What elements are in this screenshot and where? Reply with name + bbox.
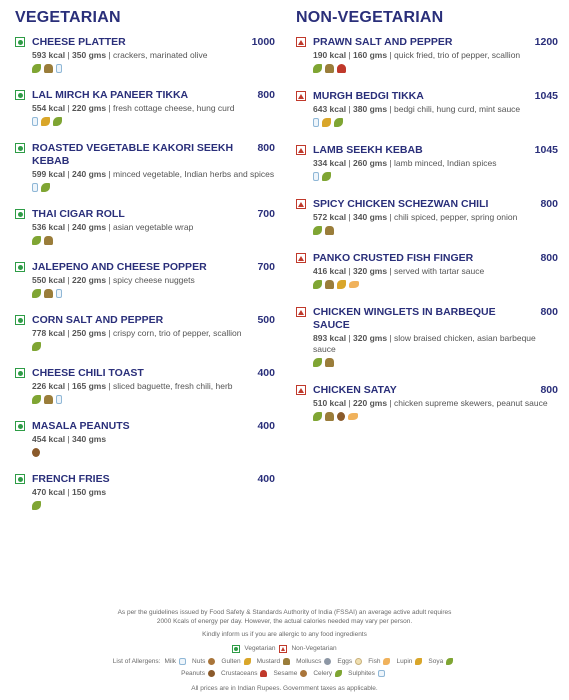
allergen-label: Peanuts	[181, 670, 205, 677]
nonvegetarian-heading: NON-VEGETARIAN	[296, 9, 444, 26]
menu-item	[15, 420, 275, 458]
item-ingredients: fresh cottage cheese, hung curd	[113, 103, 235, 113]
item-price: 500	[257, 314, 275, 326]
menu-item	[15, 473, 275, 511]
item-allergens	[32, 288, 275, 299]
item-ingredients: chili spiced, pepper, spring onion	[394, 212, 518, 222]
item-ingredients: served with tartar sauce	[394, 266, 485, 276]
item-allergens	[32, 394, 275, 405]
allergen-label: Mustard	[256, 658, 281, 665]
item-weight: 250 gms	[72, 328, 107, 338]
crustacean-icon	[260, 670, 267, 677]
item-kcal: 510 kcal	[313, 398, 347, 408]
milk-icon	[56, 64, 62, 73]
celery-icon	[32, 289, 41, 298]
item-description: 572 kcal | 340 gms | chili spiced, pepper, spring onion	[313, 212, 518, 222]
item-weight: 380 gms	[353, 104, 388, 114]
item-allergens	[313, 411, 558, 422]
celery-icon	[32, 64, 41, 73]
gluten-icon	[337, 280, 346, 289]
celery-icon	[322, 172, 331, 181]
nonveg-mark-icon	[296, 91, 306, 101]
item-description: 536 kcal | 240 gms | asian vegetable wrap	[32, 222, 194, 232]
sesame-icon	[300, 670, 307, 677]
item-weight: 220 gms	[353, 398, 388, 408]
item-ingredients: crackers, marinated olive	[113, 50, 208, 60]
celery-icon	[32, 236, 41, 245]
item-allergens	[32, 63, 275, 74]
allergen-legend	[0, 657, 569, 678]
item-name: SPICY CHICKEN SCHEZWAN CHILI	[313, 198, 489, 210]
allergen-label: Soya	[428, 658, 444, 665]
item-kcal: 536 kcal	[32, 222, 66, 232]
veg-mark-icon	[15, 315, 25, 325]
milk-icon	[313, 172, 319, 181]
item-allergens	[313, 357, 558, 368]
menu-item	[296, 90, 558, 128]
item-kcal: 643 kcal	[313, 104, 347, 114]
celery-icon	[313, 358, 322, 367]
item-allergens	[32, 235, 275, 246]
vegetarian-heading: VEGETARIAN	[15, 9, 121, 26]
item-description: 550 kcal | 220 gms | spicy cheese nuggets	[32, 275, 195, 285]
nonveg-mark-icon	[296, 37, 306, 47]
menu-item	[15, 142, 275, 193]
item-weight: 320 gms	[353, 333, 388, 343]
item-name: PRAWN SALT AND PEPPER	[313, 36, 453, 48]
milk-icon	[179, 658, 186, 665]
sulphite-icon	[378, 670, 385, 677]
peanut-icon	[208, 670, 215, 677]
item-allergens	[313, 225, 558, 236]
menu-item	[15, 36, 275, 74]
mustard-icon	[325, 358, 334, 367]
item-price: 400	[257, 420, 275, 432]
item-kcal: 550 kcal	[32, 275, 66, 285]
item-allergens	[32, 500, 275, 511]
item-weight: 240 gms	[72, 222, 107, 232]
mustard-icon	[325, 64, 334, 73]
menu-item	[296, 36, 558, 74]
item-price: 700	[257, 261, 275, 273]
item-weight: 260 gms	[353, 158, 388, 168]
item-weight: 340 gms	[353, 212, 388, 222]
menu-item	[296, 384, 558, 422]
item-price: 800	[540, 384, 558, 396]
item-ingredients: bedgi chili, hung curd, mint sauce	[394, 104, 521, 114]
item-name: MASALA PEANUTS	[32, 420, 130, 432]
gluten-icon	[244, 658, 251, 665]
item-name: ROASTED VEGETABLE KAKORI SEEKH KEBAB	[32, 142, 234, 167]
menu-item	[15, 89, 275, 127]
lupin-icon	[415, 658, 422, 665]
menu-item	[296, 306, 558, 368]
item-name: CHEESE PLATTER	[32, 36, 126, 48]
egg-icon	[355, 658, 362, 665]
item-ingredients: chicken supreme skewers, peanut sauce	[394, 398, 548, 408]
allergen-label: Sulphites	[348, 670, 375, 677]
item-kcal: 190 kcal	[313, 50, 347, 60]
nonveg-mark-icon	[279, 645, 287, 653]
milk-icon	[32, 117, 38, 126]
nonveg-mark-icon	[296, 199, 306, 209]
item-ingredients: asian vegetable wrap	[113, 222, 194, 232]
item-price: 400	[257, 473, 275, 485]
gluten-icon	[41, 117, 50, 126]
nonveg-mark-icon	[296, 307, 306, 317]
item-ingredients: crispy corn, trio of pepper, scallion	[113, 328, 242, 338]
item-ingredients: minced vegetable, Indian herbs and spices	[113, 169, 275, 179]
item-weight: 220 gms	[72, 103, 107, 113]
item-price: 700	[257, 208, 275, 220]
mustard-icon	[44, 64, 53, 73]
item-allergens	[32, 182, 275, 193]
mustard-icon	[44, 236, 53, 245]
menu-item	[15, 208, 275, 246]
allergen-label: Molluscs	[296, 658, 322, 665]
nonveg-mark-icon	[296, 253, 306, 263]
veg-mark-icon	[15, 37, 25, 47]
item-allergens	[32, 341, 275, 352]
mustard-icon	[325, 226, 334, 235]
item-allergens	[32, 116, 275, 127]
item-kcal: 599 kcal	[32, 169, 66, 179]
item-price: 1000	[251, 36, 275, 48]
item-description: 778 kcal | 250 gms | crispy corn, trio of pepper, scallion	[32, 328, 242, 338]
fssai-guideline-line-2: 2000 Kcals of energy per day. However, the actual calories needed may vary per person.	[156, 618, 413, 625]
menu-item	[15, 314, 275, 352]
item-description: 226 kcal | 165 gms | sliced baguette, fresh chili, herb	[32, 381, 233, 391]
diet-legend	[0, 644, 569, 653]
item-name: MURGH BEDGI TIKKA	[313, 90, 424, 102]
veg-mark-icon	[15, 143, 25, 153]
mustard-icon	[283, 658, 290, 665]
menu-item	[15, 367, 275, 405]
allergen-legend-title: List of Allergens:	[112, 658, 161, 665]
item-kcal: 470 kcal	[32, 487, 66, 497]
item-description: 599 kcal | 240 gms | minced vegetable, Indian herbs and spices	[32, 169, 275, 179]
item-ingredients: lamb minced, Indian spices	[394, 158, 497, 168]
veg-mark-icon	[15, 262, 25, 272]
item-description: 593 kcal | 350 gms | crackers, marinated olive	[32, 50, 208, 60]
allergen-label: Eggs	[337, 658, 353, 665]
item-name: LAL MIRCH KA PANEER TIKKA	[32, 89, 189, 101]
milk-icon	[56, 289, 62, 298]
veg-mark-icon	[15, 368, 25, 378]
nonveg-mark-icon	[296, 385, 306, 395]
mustard-icon	[325, 412, 334, 421]
item-weight: 340 gms	[72, 434, 107, 444]
veg-mark-icon	[15, 421, 25, 431]
mustard-icon	[44, 395, 53, 404]
item-weight: 160 gms	[353, 50, 388, 60]
allergen-label: Lupin	[396, 658, 413, 665]
item-name: THAI CIGAR ROLL	[32, 208, 125, 220]
item-description: 643 kcal | 380 gms | bedgi chili, hung curd, mint sauce	[313, 104, 521, 114]
item-price: 800	[540, 198, 558, 210]
veg-mark-icon	[15, 90, 25, 100]
mustard-icon	[325, 280, 334, 289]
item-name: JALEPENO AND CHEESE POPPER	[32, 261, 207, 273]
item-description: 554 kcal | 220 gms | fresh cottage cheese, hung curd	[32, 103, 235, 113]
allergen-label: Celery	[313, 670, 333, 677]
nonvegetarian-item-list	[296, 36, 558, 422]
item-weight: 240 gms	[72, 169, 107, 179]
celery-icon	[313, 280, 322, 289]
item-price: 1045	[534, 90, 558, 102]
nuts-icon	[208, 658, 215, 665]
allergy-notice: Kindly inform us if you are allergic to any food ingredients	[202, 631, 367, 638]
menu-item	[296, 252, 558, 290]
milk-icon	[56, 395, 62, 404]
nonveg-mark-icon	[296, 145, 306, 155]
item-description: 510 kcal | 220 gms | chicken supreme skewers, peanut sauce	[313, 398, 548, 408]
item-ingredients: slow braised chicken, asian barbeque sauce	[313, 333, 536, 354]
item-price: 1045	[534, 144, 558, 156]
vegetarian-column	[15, 8, 275, 526]
item-price: 1200	[534, 36, 558, 48]
celery-icon	[313, 226, 322, 235]
celery-icon	[313, 64, 322, 73]
celery-icon	[41, 183, 50, 192]
item-allergens	[313, 63, 558, 74]
peanut-icon	[32, 448, 40, 457]
menu-item	[296, 198, 558, 236]
item-description: 470 kcal | 150 gms	[32, 487, 107, 497]
celery-icon	[32, 501, 41, 510]
fish-icon	[349, 281, 359, 288]
celery-icon	[32, 342, 41, 351]
item-name: CHEESE CHILI TOAST	[32, 367, 144, 379]
allergen-label: Sesame	[273, 670, 298, 677]
item-description: 190 kcal | 160 gms | quick fried, trio of pepper, scallion	[313, 50, 521, 60]
fssai-guideline-line-1: As per the guidelines issued by Food Safety & Standards Authority of India (FSSAI) an average active adult requires	[117, 609, 452, 616]
fish-icon	[348, 413, 358, 420]
item-allergens	[32, 447, 275, 458]
nonvegetarian-column	[296, 8, 558, 438]
mollusc-icon	[324, 658, 331, 665]
allergen-label: Nuts	[192, 658, 206, 665]
item-description: 416 kcal | 320 gms | served with tartar sauce	[313, 266, 485, 276]
item-weight: 350 gms	[72, 50, 107, 60]
item-price: 800	[257, 89, 275, 101]
item-weight: 150 gms	[72, 487, 107, 497]
item-price: 400	[257, 367, 275, 379]
item-kcal: 454 kcal	[32, 434, 66, 444]
celery-icon	[334, 118, 343, 127]
item-ingredients: quick fried, trio of pepper, scallion	[394, 50, 521, 60]
peanut-icon	[337, 412, 345, 421]
item-price: 800	[540, 306, 558, 318]
veg-mark-icon	[232, 645, 240, 653]
celery-icon	[335, 670, 342, 677]
veg-mark-icon	[15, 209, 25, 219]
item-kcal: 554 kcal	[32, 103, 66, 113]
menu-item	[296, 144, 558, 182]
item-name: CHICKEN SATAY	[313, 384, 397, 396]
milk-icon	[313, 118, 319, 127]
item-kcal: 593 kcal	[32, 50, 66, 60]
celery-icon	[53, 117, 62, 126]
item-kcal: 334 kcal	[313, 158, 347, 168]
veg-mark-icon	[15, 474, 25, 484]
item-description: 334 kcal | 260 gms | lamb minced, Indian spices	[313, 158, 497, 168]
item-kcal: 778 kcal	[32, 328, 66, 338]
item-name: CORN SALT AND PEPPER	[32, 314, 164, 326]
item-name: PANKO CRUSTED FISH FINGER	[313, 252, 474, 264]
soya-icon	[446, 658, 453, 665]
item-allergens	[313, 117, 558, 128]
item-price: 800	[540, 252, 558, 264]
mustard-icon	[44, 289, 53, 298]
item-name: CHICKEN WINGLETS IN BARBEQUE SAUCE	[313, 306, 496, 331]
item-ingredients: sliced baguette, fresh chili, herb	[113, 381, 233, 391]
milk-icon	[32, 183, 38, 192]
item-allergens	[313, 279, 558, 290]
vegetarian-item-list	[15, 36, 275, 511]
item-allergens	[313, 171, 558, 182]
fish-icon	[383, 658, 390, 665]
item-price: 800	[257, 142, 275, 154]
item-weight: 165 gms	[72, 381, 107, 391]
celery-icon	[313, 412, 322, 421]
legend-nonveg-label: Non-Vegetarian	[291, 645, 337, 652]
item-name: LAMB SEEKH KEBAB	[313, 144, 423, 156]
menu-footer	[0, 608, 569, 693]
gluten-icon	[322, 118, 331, 127]
item-kcal: 416 kcal	[313, 266, 347, 276]
menu-item	[15, 261, 275, 299]
item-description: 893 kcal | 320 gms | slow braised chicken, asian barbeque sauce	[313, 333, 536, 354]
item-kcal: 893 kcal	[313, 333, 347, 343]
celery-icon	[32, 395, 41, 404]
crustacean-icon	[337, 64, 346, 73]
item-kcal: 572 kcal	[313, 212, 347, 222]
item-description: 454 kcal | 340 gms	[32, 434, 107, 444]
allergen-label: Gulten	[221, 658, 241, 665]
allergen-label: Fish	[368, 658, 381, 665]
price-note: All prices are in Indian Rupees. Government taxes as applicable.	[191, 685, 378, 692]
allergen-label: Milk	[164, 658, 177, 665]
item-kcal: 226 kcal	[32, 381, 66, 391]
item-weight: 320 gms	[353, 266, 388, 276]
legend-veg-label: Vegetarian	[244, 645, 276, 652]
allergen-label: Crustaceans	[220, 670, 258, 677]
item-weight: 220 gms	[72, 275, 107, 285]
item-name: FRENCH FRIES	[32, 473, 110, 485]
item-ingredients: spicy cheese nuggets	[113, 275, 195, 285]
